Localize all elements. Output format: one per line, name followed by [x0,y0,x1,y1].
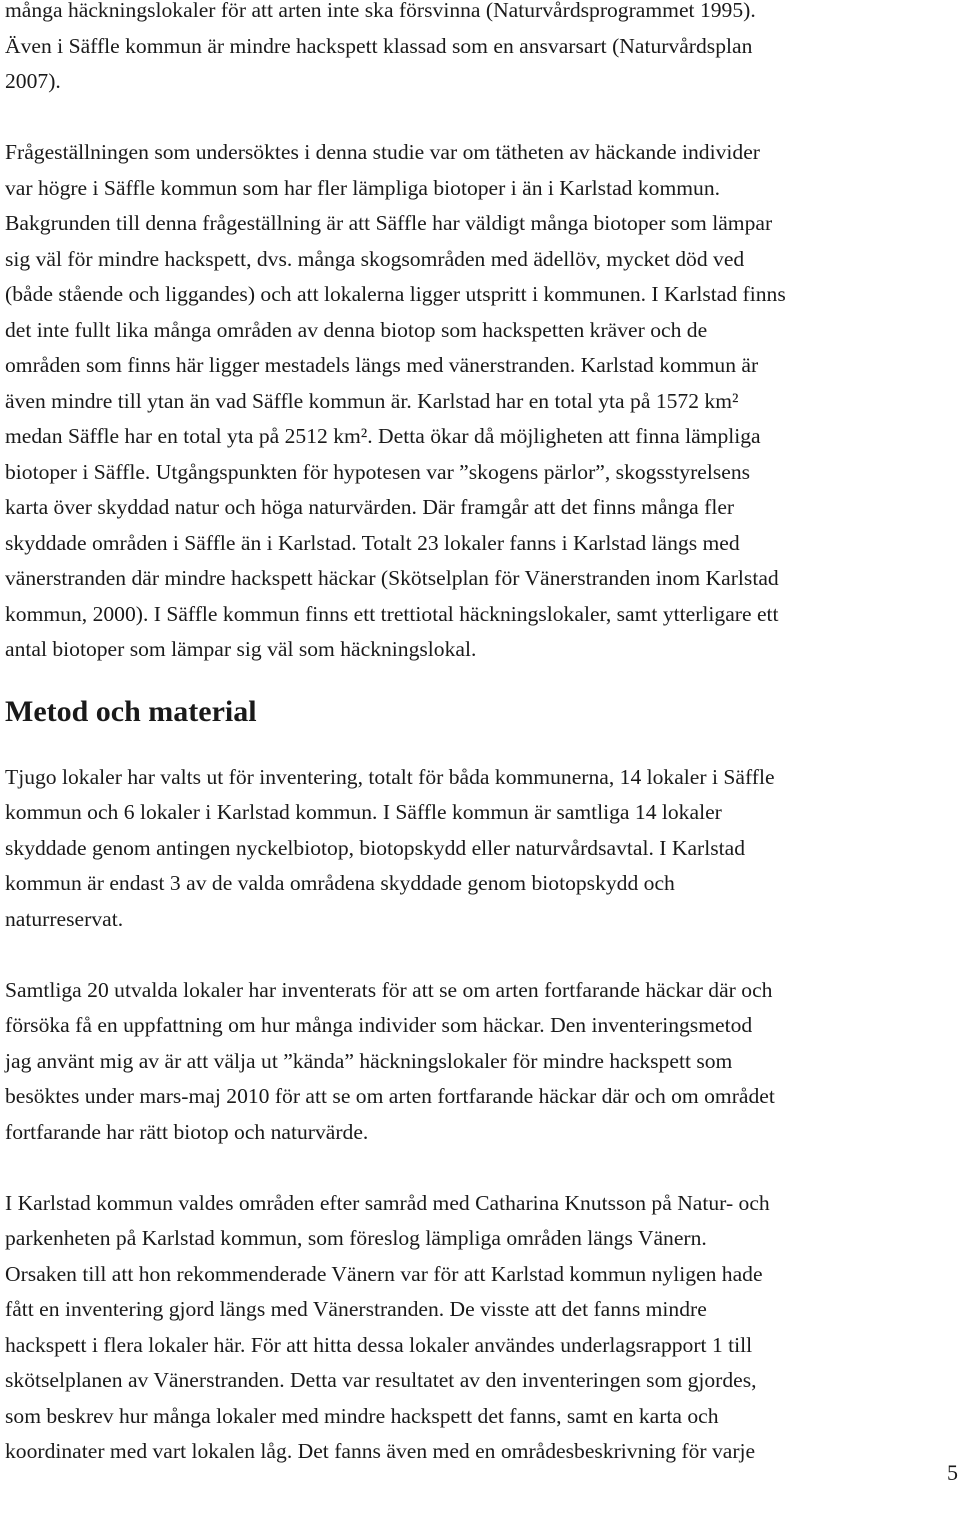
text-line: Även i Säffle kommun är mindre hackspett klassad som en ansvarsart (Naturvårdsplan [5,33,753,58]
text-line: fått en inventering gjord längs med Vänerstranden. De visste att det fanns mindre [5,1297,707,1321]
text-line: sig väl för mindre hackspett, dvs. många skogsområden med ädellöv, mycket död ved [5,246,745,271]
text-line: medan Säffle har en total yta på 2512 km². Detta ökar då möjligheten att finna lämpliga [5,424,761,448]
text-line: Tjugo lokaler har valts ut för inventering, totalt för båda kommunerna, 14 lokaler i Säffle [5,764,775,789]
text-line: 2007). [5,69,61,93]
text-line: kommun är endast 3 av de valda områdena skyddade genom biotopskydd och [5,871,675,895]
paragraph-gap [5,1150,955,1186]
text-line: koordinater med vart lokalen låg. Det fanns även med en områdesbeskrivning för varje [5,1439,756,1463]
text-line: kommun och 6 lokaler i Karlstad kommun. I Säffle kommun är samtliga 14 lokaler [5,800,722,824]
text-line: naturreservat. [5,906,124,931]
text-line: kommun, 2000). I Säffle kommun finns ett trettiotal häckningslokaler, samt ytterligare ett [5,601,779,626]
text-line: hackspett i flera lokaler här. För att hitta dessa lokaler användes underlagsrapport 1 till [5,1332,753,1357]
text-line: fortfarande har rätt biotop och naturvärde. [5,1119,369,1144]
document-page [5,0,955,1470]
text-line: Frågeställningen som undersöktes i denna studie var om tätheten av häckande individer [5,140,760,164]
text-line: skyddade genom antingen nyckelbiotop, biotopskydd eller naturvårdsavtal. I Karlstad [5,835,745,860]
text-line: Orsaken till att hon rekommenderade Vänern var för att Karlstad kommun nyligen hade [5,1261,763,1286]
text-line: som beskrev hur många lokaler med mindre hackspett det fanns, samt en karta och [5,1403,719,1428]
text-line: det inte fullt lika många områden av denna biotop som hackspetten kräver och de [5,317,708,342]
text-line: biotoper i Säffle. Utgångspunkten för hypotesen var ”skogens pärlor”, skogsstyrelsens [5,459,751,484]
section-heading: Metod och material [5,694,257,728]
text-line: parkenheten på Karlstad kommun, som föreslog lämpliga områden längs Vänern. [5,1226,707,1250]
paragraph-gap [5,100,955,136]
paragraph-method-inventory [5,973,955,1151]
text-line: I Karlstad kommun valdes områden efter samråd med Catharina Knutsson på Natur- och [5,1190,770,1215]
paragraph-intro-end [5,0,955,100]
text-line: försöka få en uppfattning om hur många individer som häckar. Den inventeringsmetod [5,1013,753,1037]
text-line: antal biotoper som lämpar sig väl som häckningslokal. [5,637,477,661]
text-line: skyddade områden i Säffle än i Karlstad. Totalt 23 lokaler fanns i Karlstad längs med [5,530,740,555]
text-line: områden som finns här ligger mestadels längs med vänerstranden. Karlstad kommun är [5,353,759,377]
paragraph-research-question [5,135,955,668]
text-line: vänerstranden där mindre hackspett häckar (Skötselplan för Vänerstranden inom Karlstad [5,566,779,590]
text-line: Bakgrunden till denna frågeställning är att Säffle har väldigt många biotoper som lämpar [5,211,773,235]
paragraph-method-karlstad [5,1186,955,1470]
text-line: karta över skyddad natur och höga naturvärden. Där framgår att det finns många fler [5,495,735,519]
text-line: besöktes under mars-maj 2010 för att se om arten fortfarande häckar där och om området [5,1084,775,1108]
text-line: även mindre till ytan än vad Säffle kommun är. Karlstad har en total yta på 1572 km² [5,388,739,413]
page-number: 5 [947,1460,958,1485]
text-line: jag använt mig av är att välja ut ”kända” häckningslokaler för mindre hackspett som [5,1048,733,1073]
text-line: (både stående och liggandes) och att lokalerna ligger utspritt i kommunen. I Karlstad finns [5,282,786,306]
text-line: många häckningslokaler för att arten inte ska försvinna (Naturvårdsprogrammet 1995). [5,0,756,22]
text-line: Samtliga 20 utvalda lokaler har inventerats för att se om arten fortfarande häckar där och [5,977,773,1002]
paragraph-gap [5,937,955,973]
paragraph-method-sites [5,760,955,938]
text-line: skötselplanen av Vänerstranden. Detta var resultatet av den inventeringen som gjordes, [5,1368,757,1392]
text-line: var högre i Säffle kommun som har fler lämpliga biotoper i än i Karlstad kommun. [5,175,721,200]
